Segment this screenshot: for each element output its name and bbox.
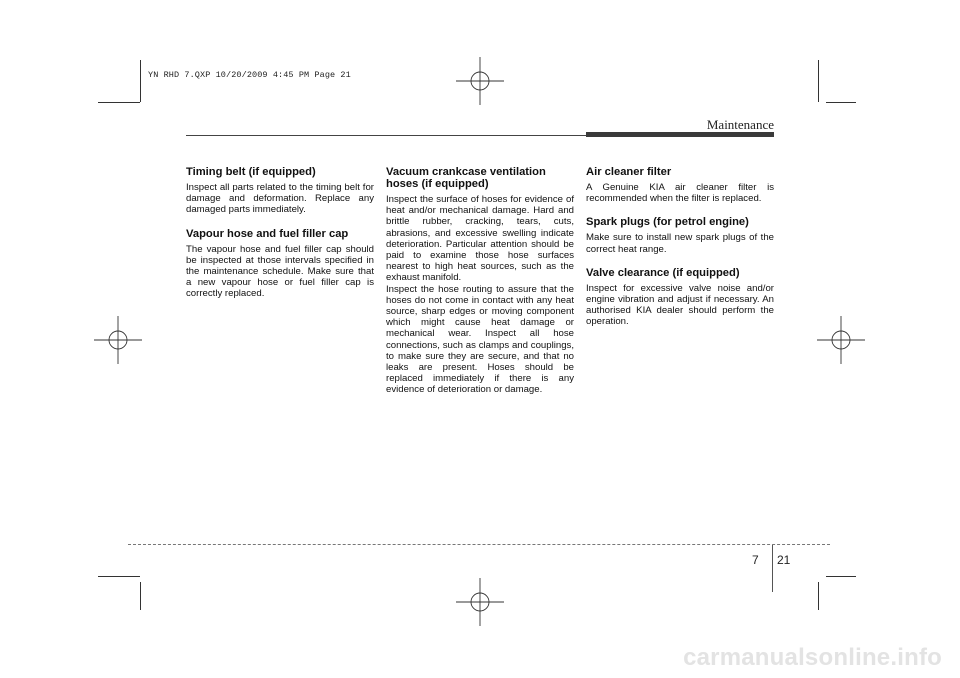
section-heading: Valve clearance (if equipped) — [586, 266, 740, 279]
crop-mark-top-right-v — [818, 60, 819, 102]
crop-mark-top-left-h — [98, 102, 140, 103]
section-title: Maintenance — [706, 117, 774, 132]
footer-rule — [128, 544, 830, 545]
printer-slug: YN RHD 7.QXP 10/20/2009 4:45 PM Page 21 — [148, 70, 351, 80]
header-rule — [186, 135, 586, 136]
section-heading: Timing belt (if equipped) — [186, 166, 316, 178]
section-heading: Spark plugs (for petrol engine) — [586, 216, 749, 229]
text-column-2 — [386, 166, 574, 408]
text-column-3 — [586, 166, 774, 340]
crop-mark-bottom-left-v — [140, 582, 141, 610]
registration-mark-bottom — [456, 578, 504, 626]
section-paragraph: Inspect for excessive valve noise and/or engine vibration and adjust if necessary. An authorised KIA dealer should perform the operation. — [586, 282, 774, 328]
section-crankcase-ventilation — [386, 166, 574, 396]
page-number-separator — [772, 545, 773, 592]
section-heading: Vacuum crankcase ventilation hoses (if equipped) — [386, 166, 546, 190]
header-rule-accent — [586, 132, 774, 137]
text-column-1 — [186, 166, 374, 312]
crop-mark-bottom-left-h — [98, 576, 140, 577]
section-heading: Air cleaner filter — [586, 166, 672, 178]
section-air-cleaner — [586, 166, 774, 204]
section-spark-plugs — [586, 216, 774, 254]
registration-mark-left — [94, 316, 142, 364]
crop-mark-top-left-v — [140, 60, 141, 102]
chapter-number: 7 — [752, 553, 759, 567]
section-vapour-hose — [186, 228, 374, 300]
section-paragraph: The vapour hose and fuel filler cap should be inspected at those intervals specified in the maintenance schedule. Make sure that a new vapour hose or fuel filler cap is correctly replaced. — [186, 243, 374, 300]
crop-mark-bottom-right-h — [826, 576, 856, 577]
section-timing-belt — [186, 166, 374, 216]
page-number: 21 — [777, 553, 791, 567]
section-paragraph: Make sure to install new spark plugs of the correct heat range. — [586, 232, 774, 255]
registration-mark-top — [456, 57, 504, 105]
section-heading: Vapour hose and fuel filler cap — [186, 227, 349, 240]
section-paragraph: Inspect all parts related to the timing belt for damage and deformation. Replace any damaged parts immediately. — [186, 182, 374, 216]
section-paragraph: A Genuine KIA air cleaner filter is recommended when the filter is replaced. — [586, 182, 774, 205]
crop-mark-bottom-right-v — [818, 582, 819, 610]
section-paragraph: Inspect the surface of hoses for evidence of heat and/or mechanical damage. Hard and brittle rubber, cracking, tears, cuts, abrasions, and excessive swelling indicate deterioration. Particular attention should be paid to examine those hose surfaces nearest to high heat sources, such as the exhaust manifold. — [386, 194, 574, 284]
watermark: carmanualsonline.info — [683, 644, 942, 671]
crop-mark-top-right-h — [826, 102, 856, 103]
section-paragraph: Inspect the hose routing to assure that the hoses do not come in contact with any heat source, sharp edges or moving component which might cause heat damage or mechanical wear. Inspect all hose connections, such as clamps and couplings, to make sure they are secure, and that no leaks are present. Hoses should be replaced immediately if there is any evidence of deterioration or damage. — [386, 283, 574, 396]
section-valve-clearance — [586, 267, 774, 328]
registration-mark-right — [817, 316, 865, 364]
